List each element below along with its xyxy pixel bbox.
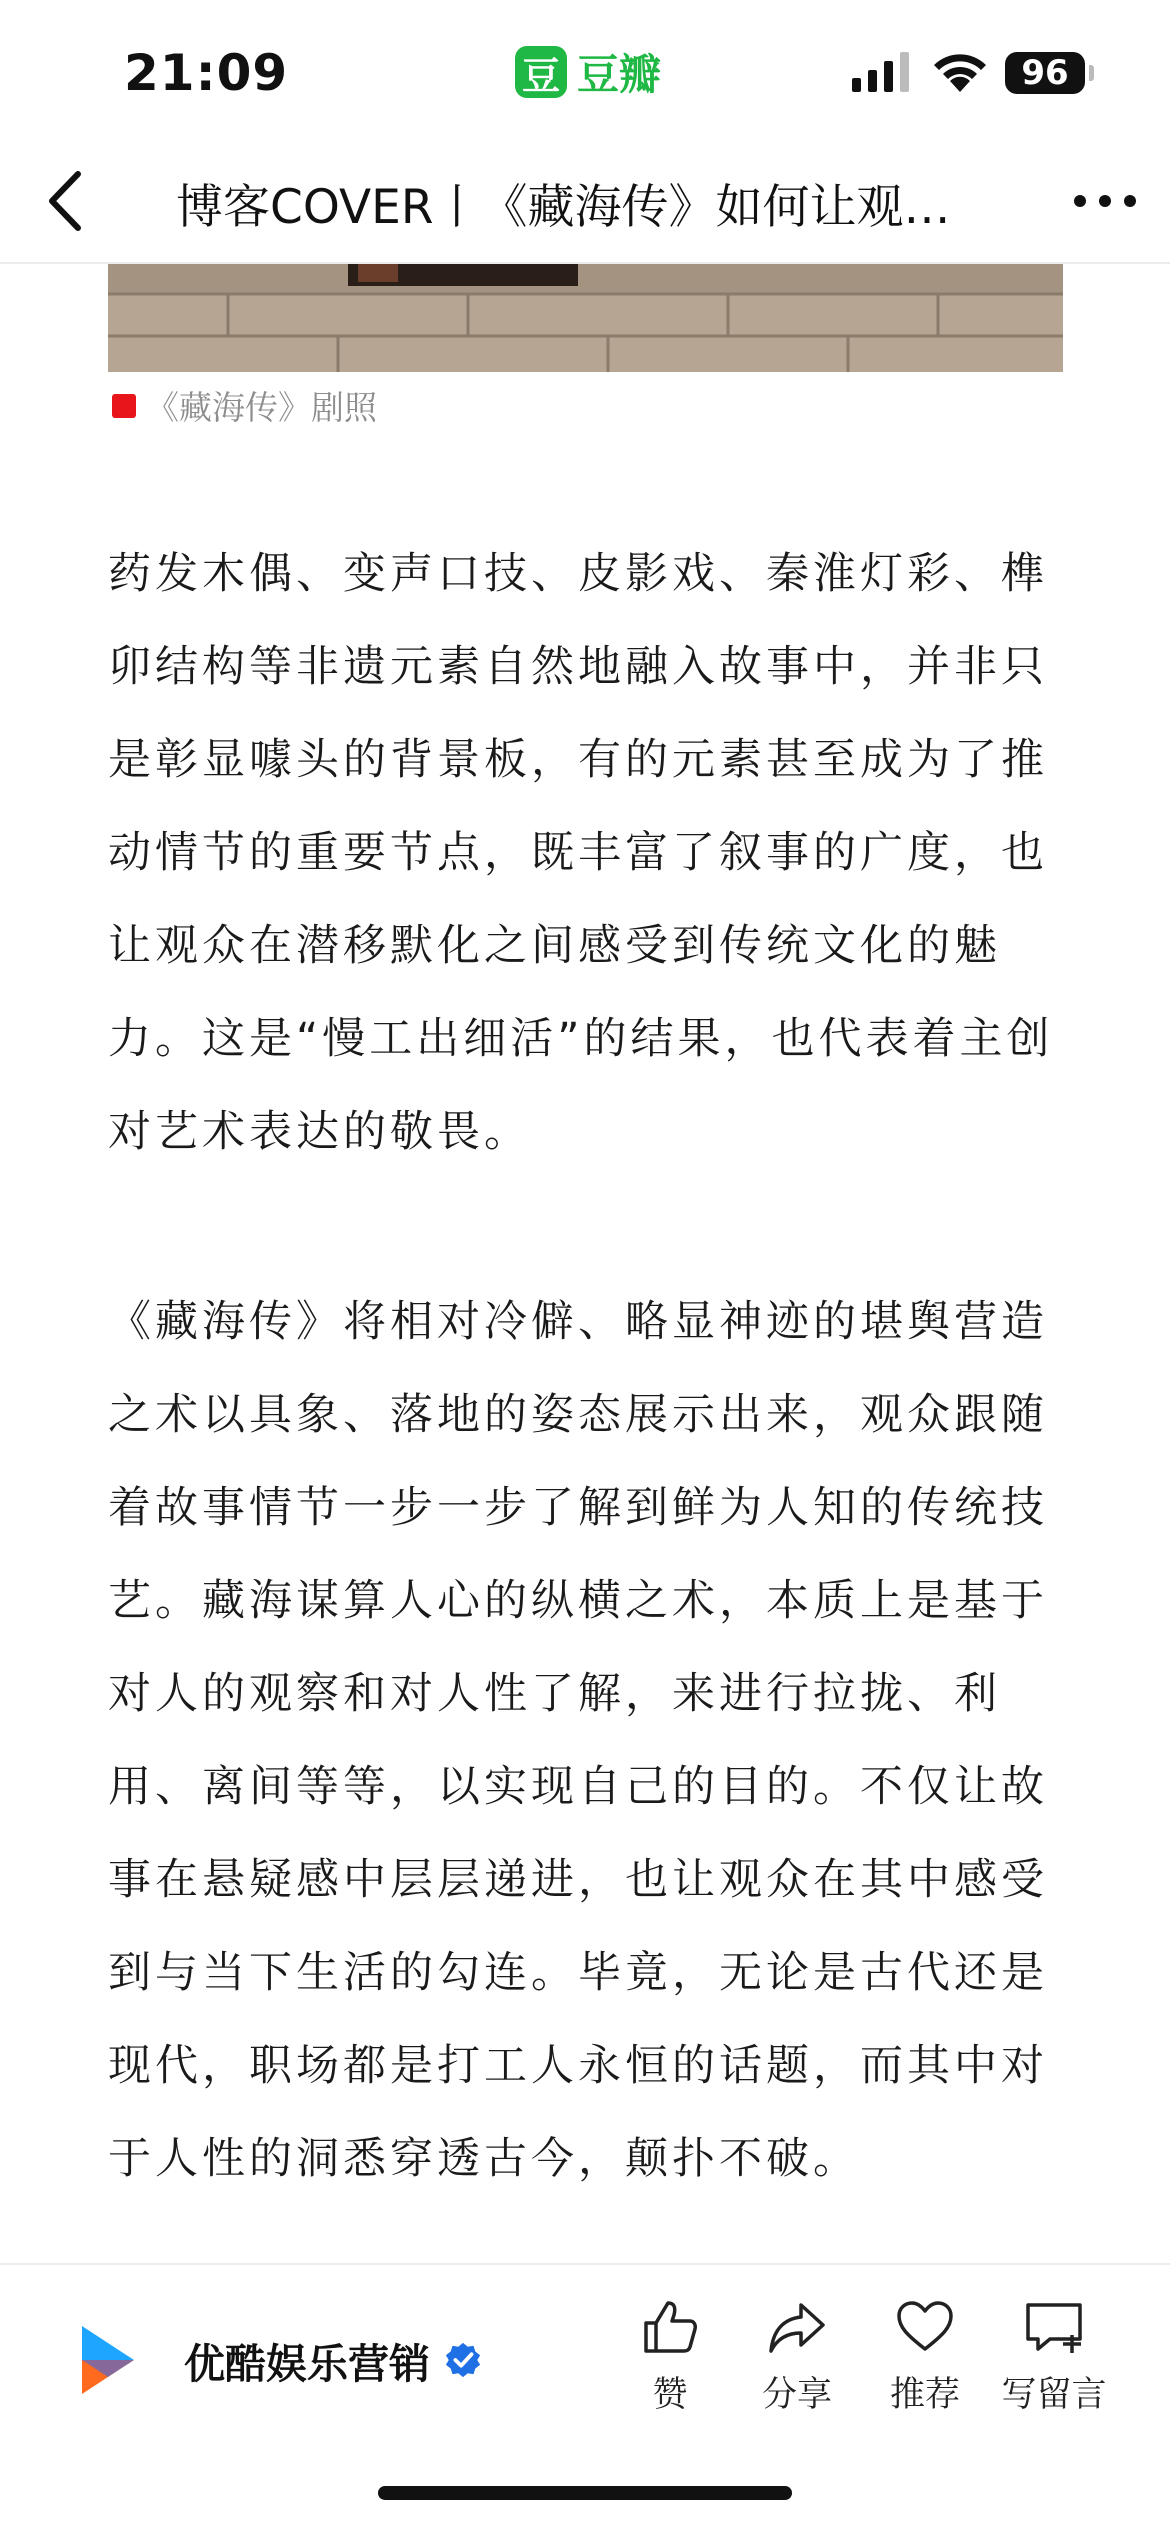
recommend-label: 推荐: [889, 2375, 960, 2415]
author-name: 优酷娱乐营销: [184, 2339, 430, 2388]
share-arrow-icon: [765, 2295, 829, 2359]
share-label: 分享: [761, 2375, 832, 2415]
cellular-signal-icon: [852, 52, 912, 92]
article-paragraph: 药发木偶、变声口技、皮影戏、秦淮灯彩、榫卯结构等非遗元素自然地融入故事中，并非只是彰显噱头的背景板，有的元素甚至成为了推动情节的重要节点，既丰富了叙事的广度，也让观众在潜移默化之间感受到传统文化的魅力。这是“慢工出细活”的结果，也代表着主创对艺术表达的敬畏。: [108, 549, 1054, 1157]
status-time: 21:09: [124, 44, 289, 102]
verified-badge-icon: [444, 2341, 482, 2379]
article-image: [108, 264, 1063, 372]
more-dots-icon[interactable]: [1070, 188, 1140, 214]
like-label: 赞: [652, 2375, 688, 2415]
douban-logo-icon: 豆: [515, 46, 567, 98]
home-indicator[interactable]: [378, 2486, 792, 2500]
caption-text: 《藏海传》剧照: [146, 388, 377, 427]
app-name: 豆瓣: [577, 50, 662, 99]
youku-logo-icon: [74, 2320, 142, 2400]
recommend-button[interactable]: [855, 2295, 995, 2417]
heart-icon: [893, 2295, 957, 2359]
thumbs-up-icon: [638, 2295, 702, 2359]
nav-bar: [0, 140, 1170, 264]
caption-marker-icon: [112, 394, 136, 418]
share-button[interactable]: [727, 2295, 867, 2417]
back-to-app-chip[interactable]: [515, 42, 661, 102]
write-comment-button[interactable]: [984, 2295, 1124, 2417]
status-bar: [0, 0, 1170, 140]
comment-add-icon: [1022, 2295, 1086, 2359]
chevron-left-icon[interactable]: [42, 166, 92, 236]
wifi-icon: [930, 50, 990, 94]
like-button[interactable]: [600, 2295, 740, 2417]
page-title: 博客COVER丨《藏海传》如何让观…: [176, 180, 951, 235]
comment-label: 写留言: [1001, 2375, 1107, 2415]
battery-indicator: 96: [1005, 52, 1085, 94]
author-profile[interactable]: [74, 2320, 482, 2400]
image-caption: [112, 382, 377, 429]
article-paragraph: 《藏海传》将相对冷僻、略显神迹的堪舆营造之术以具象、落地的姿态展示出来，观众跟随着故事情节一步一步了解到鲜为人知的传统技艺。藏海谋算人心的纵横之术，本质上是基于对人的观察和对人性了解，来进行拉拢、利用、离间等等，以实现自己的目的。不仅让故事在悬疑感中层层递进，也让观众在其中感受到与当下生活的勾连。毕竟，无论是古代还是现代，职场都是打工人永恒的话题，而其中对于人性的洞悉穿透古今，颠扑不破。: [108, 1297, 1048, 2184]
